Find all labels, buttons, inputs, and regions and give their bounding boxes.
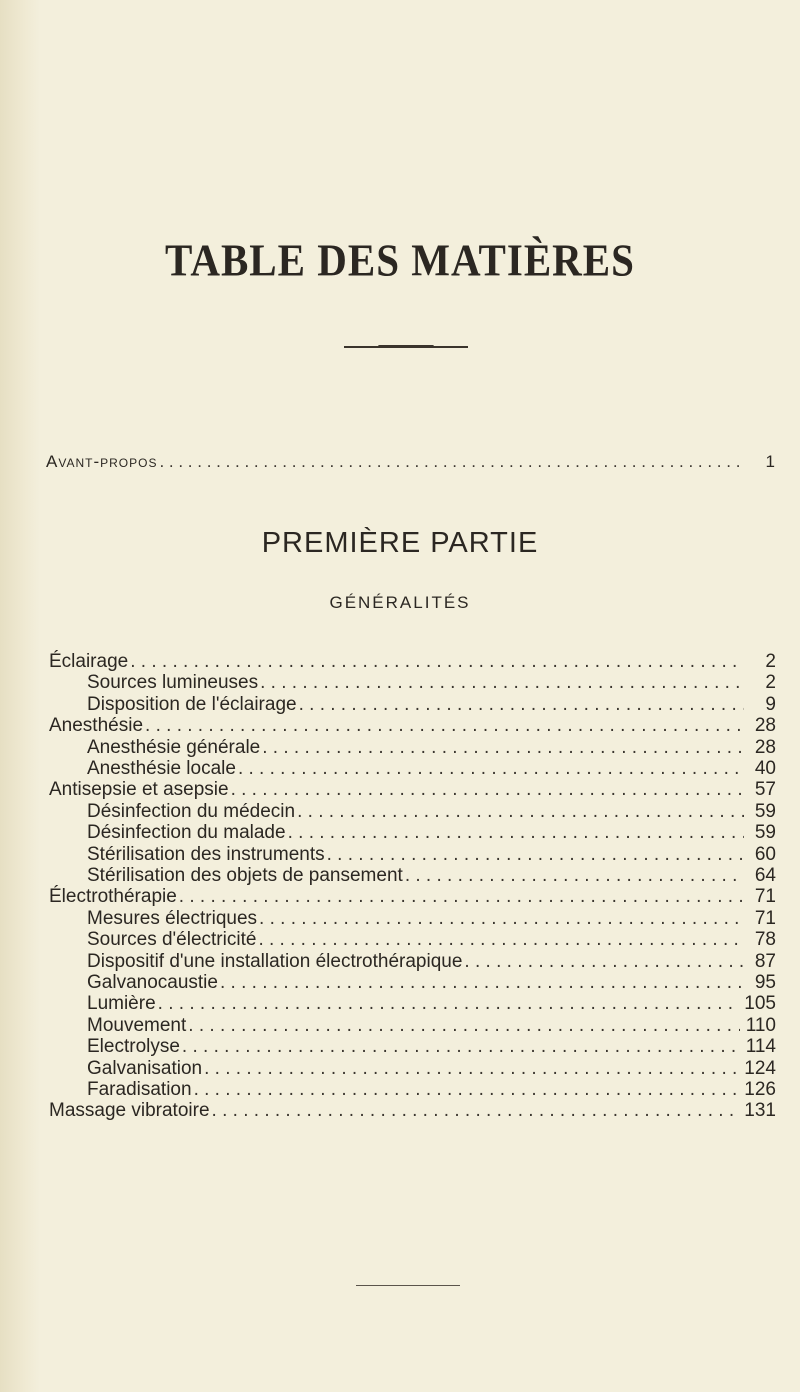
toc-entry-label: Mouvement [87,1014,187,1036]
toc-entry-page: 131 [744,1100,776,1122]
toc-entry-page: 95 [754,972,776,993]
toc-entry-page: 28 [754,736,776,758]
dot-leader [259,908,744,930]
toc-entry[interactable] [87,801,776,823]
toc-entry-label: Faradisation [87,1079,192,1100]
toc-entry-label: Sources lumineuses [87,672,259,694]
toc-entry-label: Galvanisation [87,1057,203,1079]
toc-entry-label: Lumière [87,993,156,1015]
dot-leader [297,801,744,823]
dot-leader [182,1036,740,1058]
dot-leader [327,844,744,866]
toc-entry[interactable] [87,1058,776,1080]
toc-entry[interactable] [49,1100,776,1122]
toc-entry[interactable] [87,993,776,1015]
toc-entry-page: 87 [754,950,776,972]
toc-entry-page: 126 [744,1079,776,1100]
toc-entry-label: Mesures électriques [87,907,258,929]
toc-entry-page: 2 [765,651,776,672]
dot-leader [220,972,744,994]
dot-leader [194,1079,739,1101]
toc-entry-page: 59 [754,822,776,844]
dot-leader [145,715,744,737]
toc-entry-page: 28 [754,715,776,737]
toc-entry-label: Disposition de l'éclairage [87,693,297,715]
part-title: PREMIÈRE PARTIE [261,527,539,559]
toc-entry-page: 60 [754,843,776,865]
dot-leader [212,1100,739,1122]
dot-leader [260,672,744,694]
toc-entry[interactable] [87,908,776,930]
dot-leader [464,951,744,973]
dot-leader [405,865,744,887]
closing-rule [356,1285,460,1286]
page-binding-edge [0,0,40,1392]
part-subtitle: GÉNÉRALITÉS [329,593,471,612]
toc-entry[interactable] [87,1036,776,1058]
toc-entry-label: Désinfection du médecin [87,800,296,822]
dot-leader [158,993,739,1015]
toc-entry[interactable] [87,951,776,973]
toc-entry-page: 59 [754,800,776,822]
toc-entry[interactable] [49,779,776,801]
page-title: TABLE DES MATIÈRES [165,234,635,286]
toc-entry[interactable] [87,929,776,951]
toc-entry-label: Antisepsie et asepsie [49,779,229,801]
dot-leader [262,737,744,759]
toc-entry-page: 1 [765,452,776,471]
dot-leader [288,822,744,844]
toc-entry-page: 2 [765,672,776,694]
toc-entry-label: Massage vibratoire [49,1100,210,1122]
toc-entry[interactable] [49,651,776,673]
toc-entry-label: Electrolyse [87,1036,180,1058]
toc-entry[interactable] [87,822,776,844]
toc-entry-page: 64 [754,865,776,886]
toc-entry[interactable] [87,758,776,780]
toc-entry[interactable] [87,1015,776,1037]
toc-entry-label: Anesthésie générale [87,736,261,758]
toc-entry[interactable] [87,865,776,887]
dot-leader [258,929,744,951]
toc-entry-label: Sources d'électricité [87,929,257,951]
dot-leader [204,1058,738,1080]
title-ornament-rule [344,346,468,348]
toc-entry-page: 57 [754,779,776,801]
toc-entry-page: 9 [765,693,776,715]
toc-entry-page: 71 [754,886,776,908]
dot-leader [179,886,744,908]
toc-entry-label: Dispositif d'une installation électrothérapique [87,950,463,972]
toc-entry-page: 110 [745,1014,776,1036]
toc-entry[interactable] [87,737,776,759]
dot-leader [130,651,744,673]
toc-entry-label: Éclairage [49,651,129,672]
toc-entry-page: 40 [754,758,776,779]
dot-leader [231,779,744,801]
toc-entry-label: Électrothérapie [49,886,177,908]
toc-entry-page: 71 [754,907,776,929]
toc-entry[interactable] [49,715,776,737]
toc-entry-avant-propos[interactable] [46,451,776,473]
toc-entry-label: Anesthésie [49,715,144,737]
toc-entry[interactable] [87,672,776,694]
toc-entry-label: Galvanocaustie [87,972,218,993]
toc-entry[interactable] [49,886,776,908]
toc-entry-label: Avant-propos [46,452,158,471]
dot-leader [159,451,744,473]
toc-entry-label: Désinfection du malade [87,822,286,844]
toc-entry-page: 124 [744,1057,776,1079]
toc-entry-page: 105 [744,993,776,1015]
toc-entry-label: Stérilisation des objets de pansement [87,865,403,886]
dot-leader [299,694,744,716]
dot-leader [188,1015,739,1037]
toc-entry[interactable] [87,694,776,716]
toc-entry-page: 114 [745,1036,776,1058]
toc-entry[interactable] [87,844,776,866]
dot-leader [238,758,744,780]
toc-entry[interactable] [87,1079,776,1101]
toc-entry-label: Stérilisation des instruments [87,843,325,865]
toc-entry-page: 78 [754,929,776,951]
toc-entry-label: Anesthésie locale [87,758,236,779]
toc-entry[interactable] [87,972,776,994]
